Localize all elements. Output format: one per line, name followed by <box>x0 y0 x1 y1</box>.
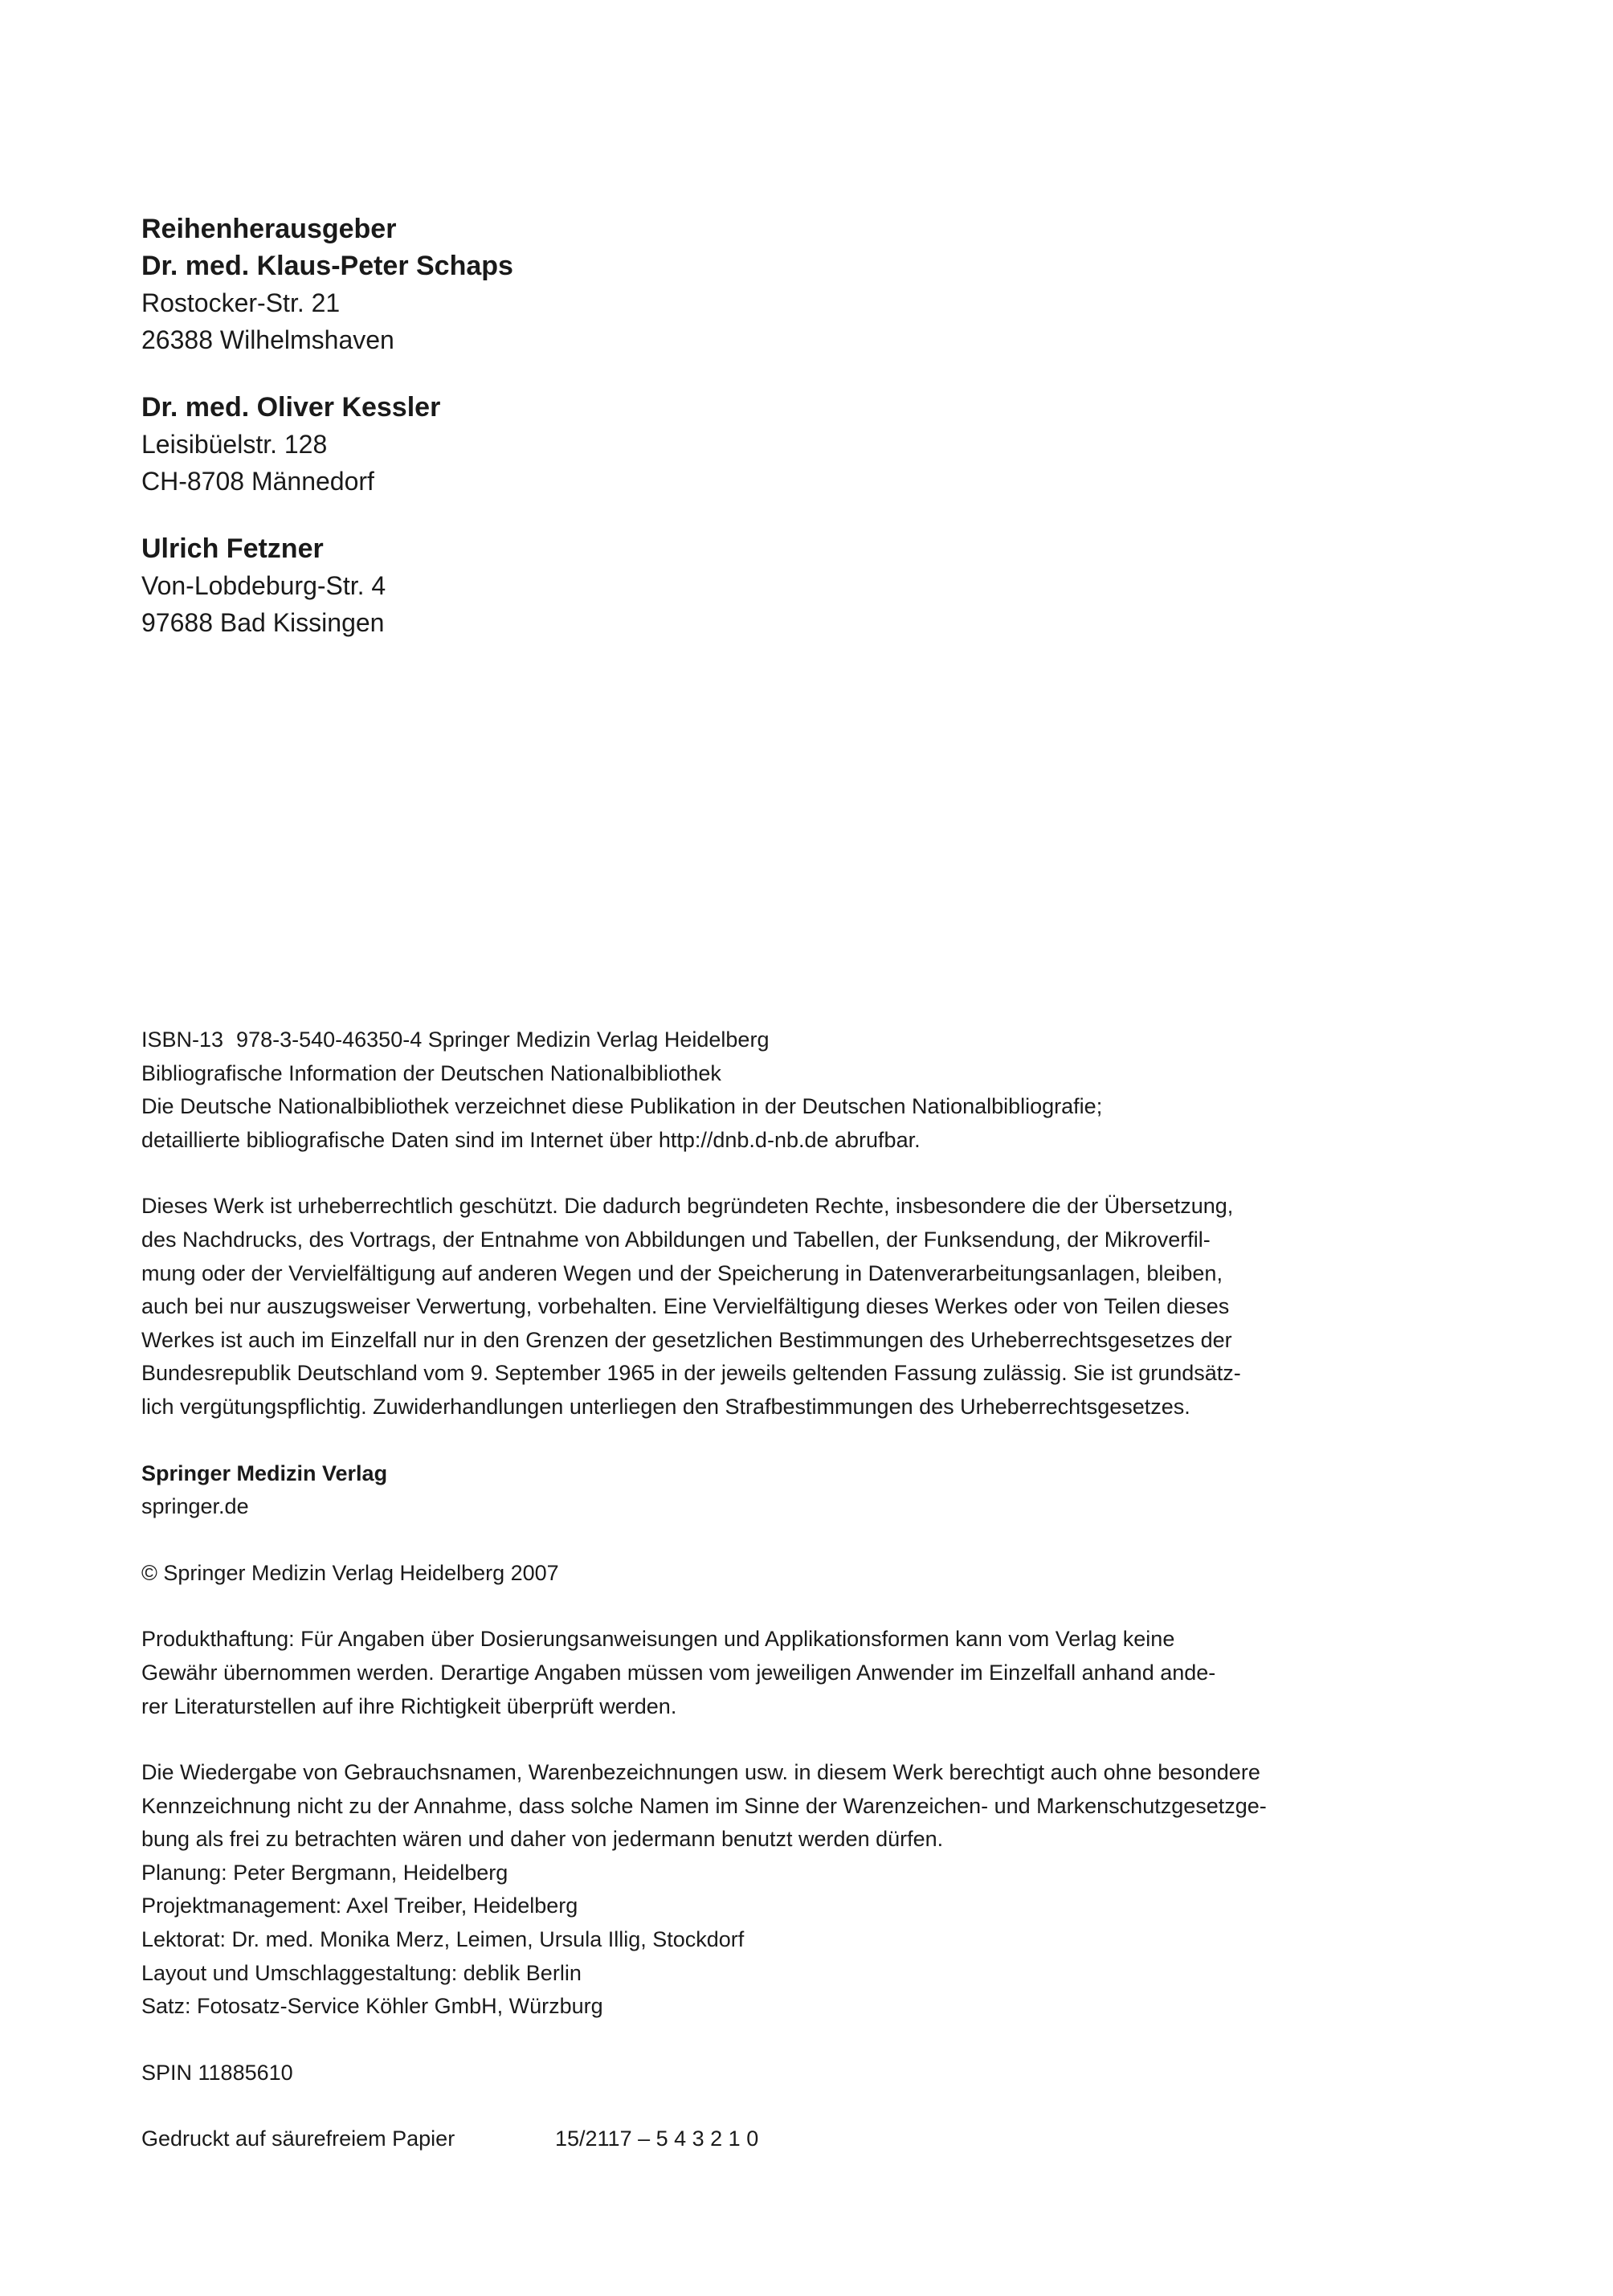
paragraph-line: Bundesrepublik Deutschland vom 9. September 1965 in der jeweils geltenden Fassung zulässig. Sie ist grundsätz- <box>141 1361 1241 1386</box>
bib-line: Die Deutsche Nationalbibliothek verzeichnet diese Publikation in der Deutschen Nationalbibliografie; <box>141 1094 1103 1119</box>
editor-address-line: Von-Lobdeburg-Str. 4 <box>141 571 386 600</box>
print-info <box>141 2122 1346 2156</box>
editor-2 <box>141 389 1346 500</box>
copyright-line: © Springer Medizin Verlag Heidelberg 2007 <box>141 1560 559 1585</box>
paragraph-line: Kennzeichnung nicht zu der Annahme, dass solche Namen im Sinne der Warenzeichen- und Markenschutzgesetzge- <box>141 1793 1267 1818</box>
credit-line: Projektmanagement: Axel Treiber, Heidelberg <box>141 1894 578 1918</box>
editor-address-line: CH-8708 Männedorf <box>141 467 374 496</box>
editor-address-line: Rostocker-Str. 21 <box>141 288 341 317</box>
credit-line: Planung: Peter Bergmann, Heidelberg <box>141 1860 508 1885</box>
bib-line: Bibliografische Information der Deutschen Nationalbibliothek <box>141 1060 721 1085</box>
imprint-block <box>141 1023 1346 2156</box>
imprint-page <box>141 210 1346 2151</box>
paragraph-line: Werkes ist auch im Einzelfall nur in den Grenzen der gesetzlichen Bestimmungen des Urheberrechtsgesetzes der <box>141 1327 1232 1352</box>
paragraph-line: Dieses Werk ist urheberrechtlich geschützt. Die dadurch begründeten Rechte, insbesondere die der Übersetzung, <box>141 1194 1234 1219</box>
publisher-name: Springer Medizin Verlag <box>141 1461 388 1485</box>
liability-paragraph <box>141 1623 1346 1723</box>
paragraph-line: auch bei nur auszugsweiser Verwertung, vorbehalten. Eine Vervielfältigung dieses Werkes oder von Teilen dieses <box>141 1294 1230 1319</box>
paragraph-line: mung oder der Vervielfältigung auf anderen Wegen und der Speicherung in Datenverarbeitungsanlagen, bleiben, <box>141 1260 1223 1285</box>
paragraph-line: rer Literaturstellen auf ihre Richtigkeit überprüft werden. <box>141 1693 677 1718</box>
paragraph-line: Produkthaftung: Für Angaben über Dosierungsanweisungen und Applikationsformen kann vom Verlag keine <box>141 1627 1175 1652</box>
publisher-url: springer.de <box>141 1494 249 1519</box>
paragraph-line: Die Wiedergabe von Gebrauchsnamen, Warenbezeichnungen usw. in diesem Werk berechtigt auch ohne besondere <box>141 1760 1260 1785</box>
copyright-paragraph <box>141 1190 1346 1424</box>
spin-number: SPIN 11885610 <box>141 2060 293 2085</box>
paragraph-line: bung als frei zu betrachten wären und daher von jedermann benutzt werden dürfen. <box>141 1827 944 1852</box>
isbn-line <box>141 1023 1346 1057</box>
trademark-paragraph <box>141 1756 1346 1857</box>
series-editors-heading: Reihenherausgeber <box>141 214 397 244</box>
credit-line: Lektorat: Dr. med. Monika Merz, Leimen, Ursula Illig, Stockdorf <box>141 1927 745 1952</box>
editor-address-line: Leisibüelstr. 128 <box>141 430 328 459</box>
isbn-label: ISBN-13 <box>141 1027 224 1052</box>
editor-name: Dr. med. Klaus-Peter Schaps <box>141 251 513 281</box>
credit-line: Satz: Fotosatz-Service Köhler GmbH, Würzburg <box>141 1994 603 2019</box>
editor-name: Dr. med. Oliver Kessler <box>141 392 441 423</box>
editor-1 <box>141 247 1346 358</box>
editor-address-line: 26388 Wilhelmshaven <box>141 325 394 354</box>
printed-on-text: Gedruckt auf säurefreiem Papier <box>141 2126 455 2151</box>
editor-3 <box>141 530 1346 641</box>
print-code: 15/2117 – 5 4 3 2 1 0 <box>555 2126 759 2151</box>
bib-line: detaillierte bibliografische Daten sind im Internet über http://dnb.d-nb.de abrufbar. <box>141 1127 921 1152</box>
isbn-text: 978-3-540-46350-4 Springer Medizin Verlag Heidelberg <box>236 1027 770 1052</box>
paragraph-line: lich vergütungspflichtig. Zuwiderhandlungen unterliegen den Strafbestimmungen des Urheberrechtsgesetzes. <box>141 1394 1190 1419</box>
credits <box>141 1857 1346 2024</box>
credit-line: Layout und Umschlaggestaltung: deblik Berlin <box>141 1960 582 1985</box>
editor-address-line: 97688 Bad Kissingen <box>141 608 385 637</box>
series-editors <box>141 210 1346 641</box>
paragraph-line: des Nachdrucks, des Vortrags, der Entnahme von Abbildungen und Tabellen, der Funksendung, der Mikroverfil- <box>141 1227 1211 1252</box>
editor-name: Ulrich Fetzner <box>141 533 324 564</box>
paragraph-line: Gewähr übernommen werden. Derartige Angaben müssen vom jeweiligen Anwender im Einzelfall anhand ande- <box>141 1660 1216 1685</box>
